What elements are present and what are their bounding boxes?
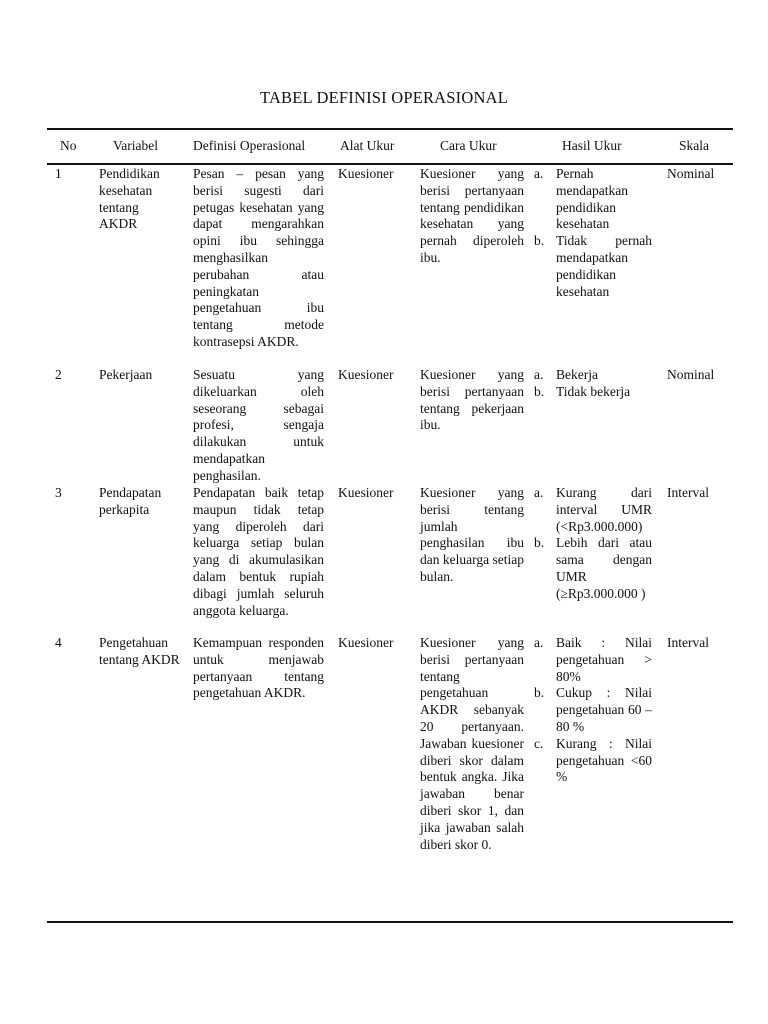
row-skala: Interval — [667, 485, 709, 500]
row-alat-ukur: Kuesioner — [338, 635, 394, 650]
header-variabel: Variabel — [113, 138, 158, 153]
row-variabel: Pengetahuan tentang AKDR — [99, 635, 180, 667]
table-bottom-rule — [47, 921, 733, 923]
row-cara-ukur: Kuesioner yang berisi pertanyaan tentang pekerjaan ibu. — [420, 367, 524, 433]
header-skala: Skala — [679, 138, 709, 153]
row-definisi: Kemampuan responden untuk menjawab pertanyaan tentang pengetahuan AKDR. — [193, 635, 324, 701]
list-item: b. Lebih dari atau sama dengan UMR (≥Rp3.000.000 ) — [534, 535, 652, 601]
row-no: 4 — [55, 635, 62, 650]
row-variabel: Pekerjaan — [99, 367, 153, 382]
header-no: No — [60, 138, 77, 153]
row-variabel: Pendapatan perkapita — [99, 485, 162, 517]
row-skala: Nominal — [667, 367, 715, 382]
row-skala: Nominal — [667, 166, 715, 181]
table-top-rule — [47, 128, 733, 130]
list-item: a. Pernah mendapatkan pendidikan kesehatan — [534, 166, 628, 232]
row-hasil-ukur — [534, 166, 652, 300]
row-cara-ukur: Kuesioner yang berisi pertanyaan tentang pendidikan kesehatan yang pernah diperoleh ibu. — [420, 166, 524, 265]
list-item: a. Kurang dari interval UMR (<Rp3.000.000) — [534, 485, 652, 534]
list-item: a. Baik : Nilai pengetahuan > 80% — [534, 635, 652, 684]
row-skala: Interval — [667, 635, 709, 650]
row-alat-ukur: Kuesioner — [338, 166, 394, 181]
row-hasil-ukur — [534, 367, 652, 401]
row-definisi: Pesan – pesan yang berisi sugesti dari petugas kesehatan yang dapat mengarahkan opini ibu sehingga menghasilkan perubahan atau peningkatan pengetahuan ibu tentang metode kontrasepsi AKDR. — [193, 166, 324, 349]
row-alat-ukur: Kuesioner — [338, 485, 394, 500]
row-variabel: Pendidikan kesehatan tentang AKDR — [99, 166, 160, 232]
row-hasil-ukur — [534, 635, 652, 786]
row-cara-ukur: Kuesioner yang berisi pertanyaan tentang pengetahuan AKDR sebanyak 20 pertanyaan. Jawaban kuesioner diberi skor dalam bentuk angka. Jika jawaban benar diberi skor 1, dan jika jawaban salah diberi skor 0. — [420, 635, 524, 852]
row-alat-ukur: Kuesioner — [338, 367, 394, 382]
row-definisi: Pendapatan baik tetap maupun tidak tetap yang diperoleh dari keluarga setiap bulan yang di akumulasikan dalam bentuk rupiah dibagi jumlah seluruh anggota keluarga. — [193, 485, 324, 618]
list-item: b. Cukup : Nilai pengetahuan 60 – 80 % — [534, 685, 652, 734]
header-hasil-ukur: Hasil Ukur — [562, 138, 622, 153]
row-cara-ukur: Kuesioner yang berisi tentang jumlah penghasilan ibu dan keluarga setiap bulan. — [420, 485, 524, 584]
row-hasil-ukur — [534, 485, 652, 603]
row-no: 2 — [55, 367, 62, 382]
header-alat-ukur: Alat Ukur — [340, 138, 395, 153]
list-item: c. Kurang : Nilai pengetahuan <60 % — [534, 735, 652, 785]
list-item: a. Bekerja — [534, 367, 598, 382]
row-definisi: Sesuatu yang dikeluarkan oleh seseorang sebagai profesi, sengaja dilakukan untuk mendapatkan penghasilan. — [193, 367, 324, 483]
list-item: b. Tidak pernah mendapatkan pendidikan kesehatan — [534, 233, 652, 299]
row-no: 1 — [55, 166, 62, 181]
document-title: TABEL DEFINISI OPERASIONAL — [259, 88, 508, 107]
header-bottom-rule — [47, 163, 733, 165]
header-cara-ukur: Cara Ukur — [440, 138, 497, 153]
row-no: 3 — [55, 485, 62, 500]
list-item: b. Tidak bekerja — [534, 383, 631, 399]
header-definisi: Definisi Operasional — [193, 138, 306, 153]
